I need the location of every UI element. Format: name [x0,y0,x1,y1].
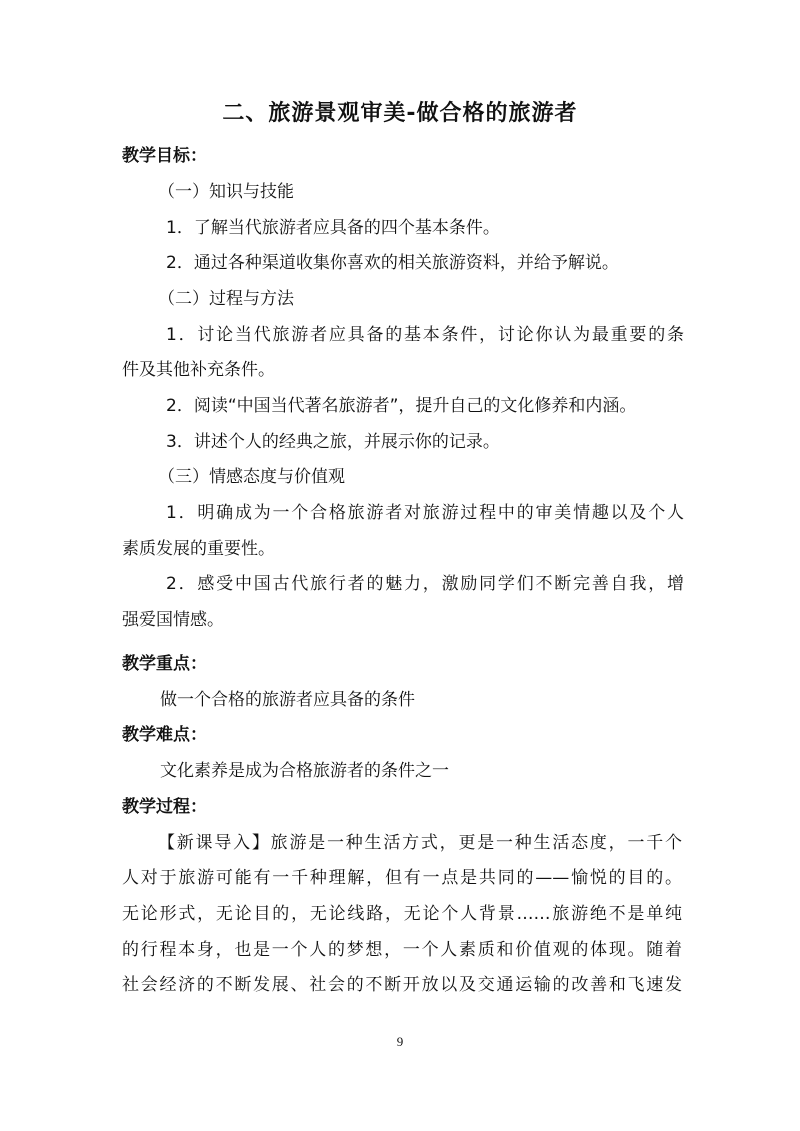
page-title: 二、旅游景观审美-做合格的旅游者 [222,101,578,126]
process-heading: （二）过程与方法 [158,289,294,309]
difficulty-text: 文化素养是成为合格旅游者的条件之一 [160,761,449,781]
emotion-item-2-line-1: 2．感受中国古代旅行者的魅力，激励同学们不断完善自我，增 [166,574,684,594]
focus-text: 做一个合格的旅游者应具备的条件 [160,690,415,710]
process-item-2: 2．阅读“中国当代著名旅游者”，提升自己的文化修养和内涵。 [166,396,637,416]
page-number: 9 [396,1034,404,1049]
emotion-item-1-line-1: 1．明确成为一个合格旅游者对旅游过程中的审美情趣以及个人 [166,503,684,523]
intro-line-3: 无论形式，无论目的，无论线路，无论个人背景……旅游绝不是单纯 [122,904,682,924]
emotion-item-1-line-2: 素质发展的重要性。 [122,539,275,559]
process-item-3: 3．讲述个人的经典之旅，并展示你的记录。 [166,432,500,452]
process-item-1-line-1: 1．讨论当代旅游者应具备的基本条件，讨论你认为最重要的条 [166,325,684,345]
intro-line-4: 的行程本身，也是一个人的梦想，一个人素质和价值观的体现。随着 [122,940,682,960]
intro-line-2: 人对于旅游可能有一千种理解，但有一点是共同的——愉悦的目的。 [122,868,682,888]
focus-heading: 教学重点： [122,654,207,674]
difficulty-heading: 教学难点： [122,725,207,745]
process-item-1-line-2: 件及其他补充条件。 [122,360,275,380]
intro-line-1: 【新课导入】旅游是一种生活方式，更是一种生活态度，一千个 [158,833,682,853]
emotion-item-2-line-2: 强爱国情感。 [122,610,224,630]
objectives-heading: 教学目标： [122,146,207,166]
procedure-heading: 教学过程： [122,797,207,817]
knowledge-heading: （一）知识与技能 [158,182,294,202]
intro-line-5: 社会经济的不断发展、社会的不断开放以及交通运输的改善和飞速发 [122,975,682,995]
knowledge-item-2: 2．通过各种渠道收集你喜欢的相关旅游资料，并给予解说。 [166,253,619,273]
knowledge-item-1: 1．了解当代旅游者应具备的四个基本条件。 [166,218,500,238]
emotion-heading: （三）情感态度与价值观 [158,467,345,487]
